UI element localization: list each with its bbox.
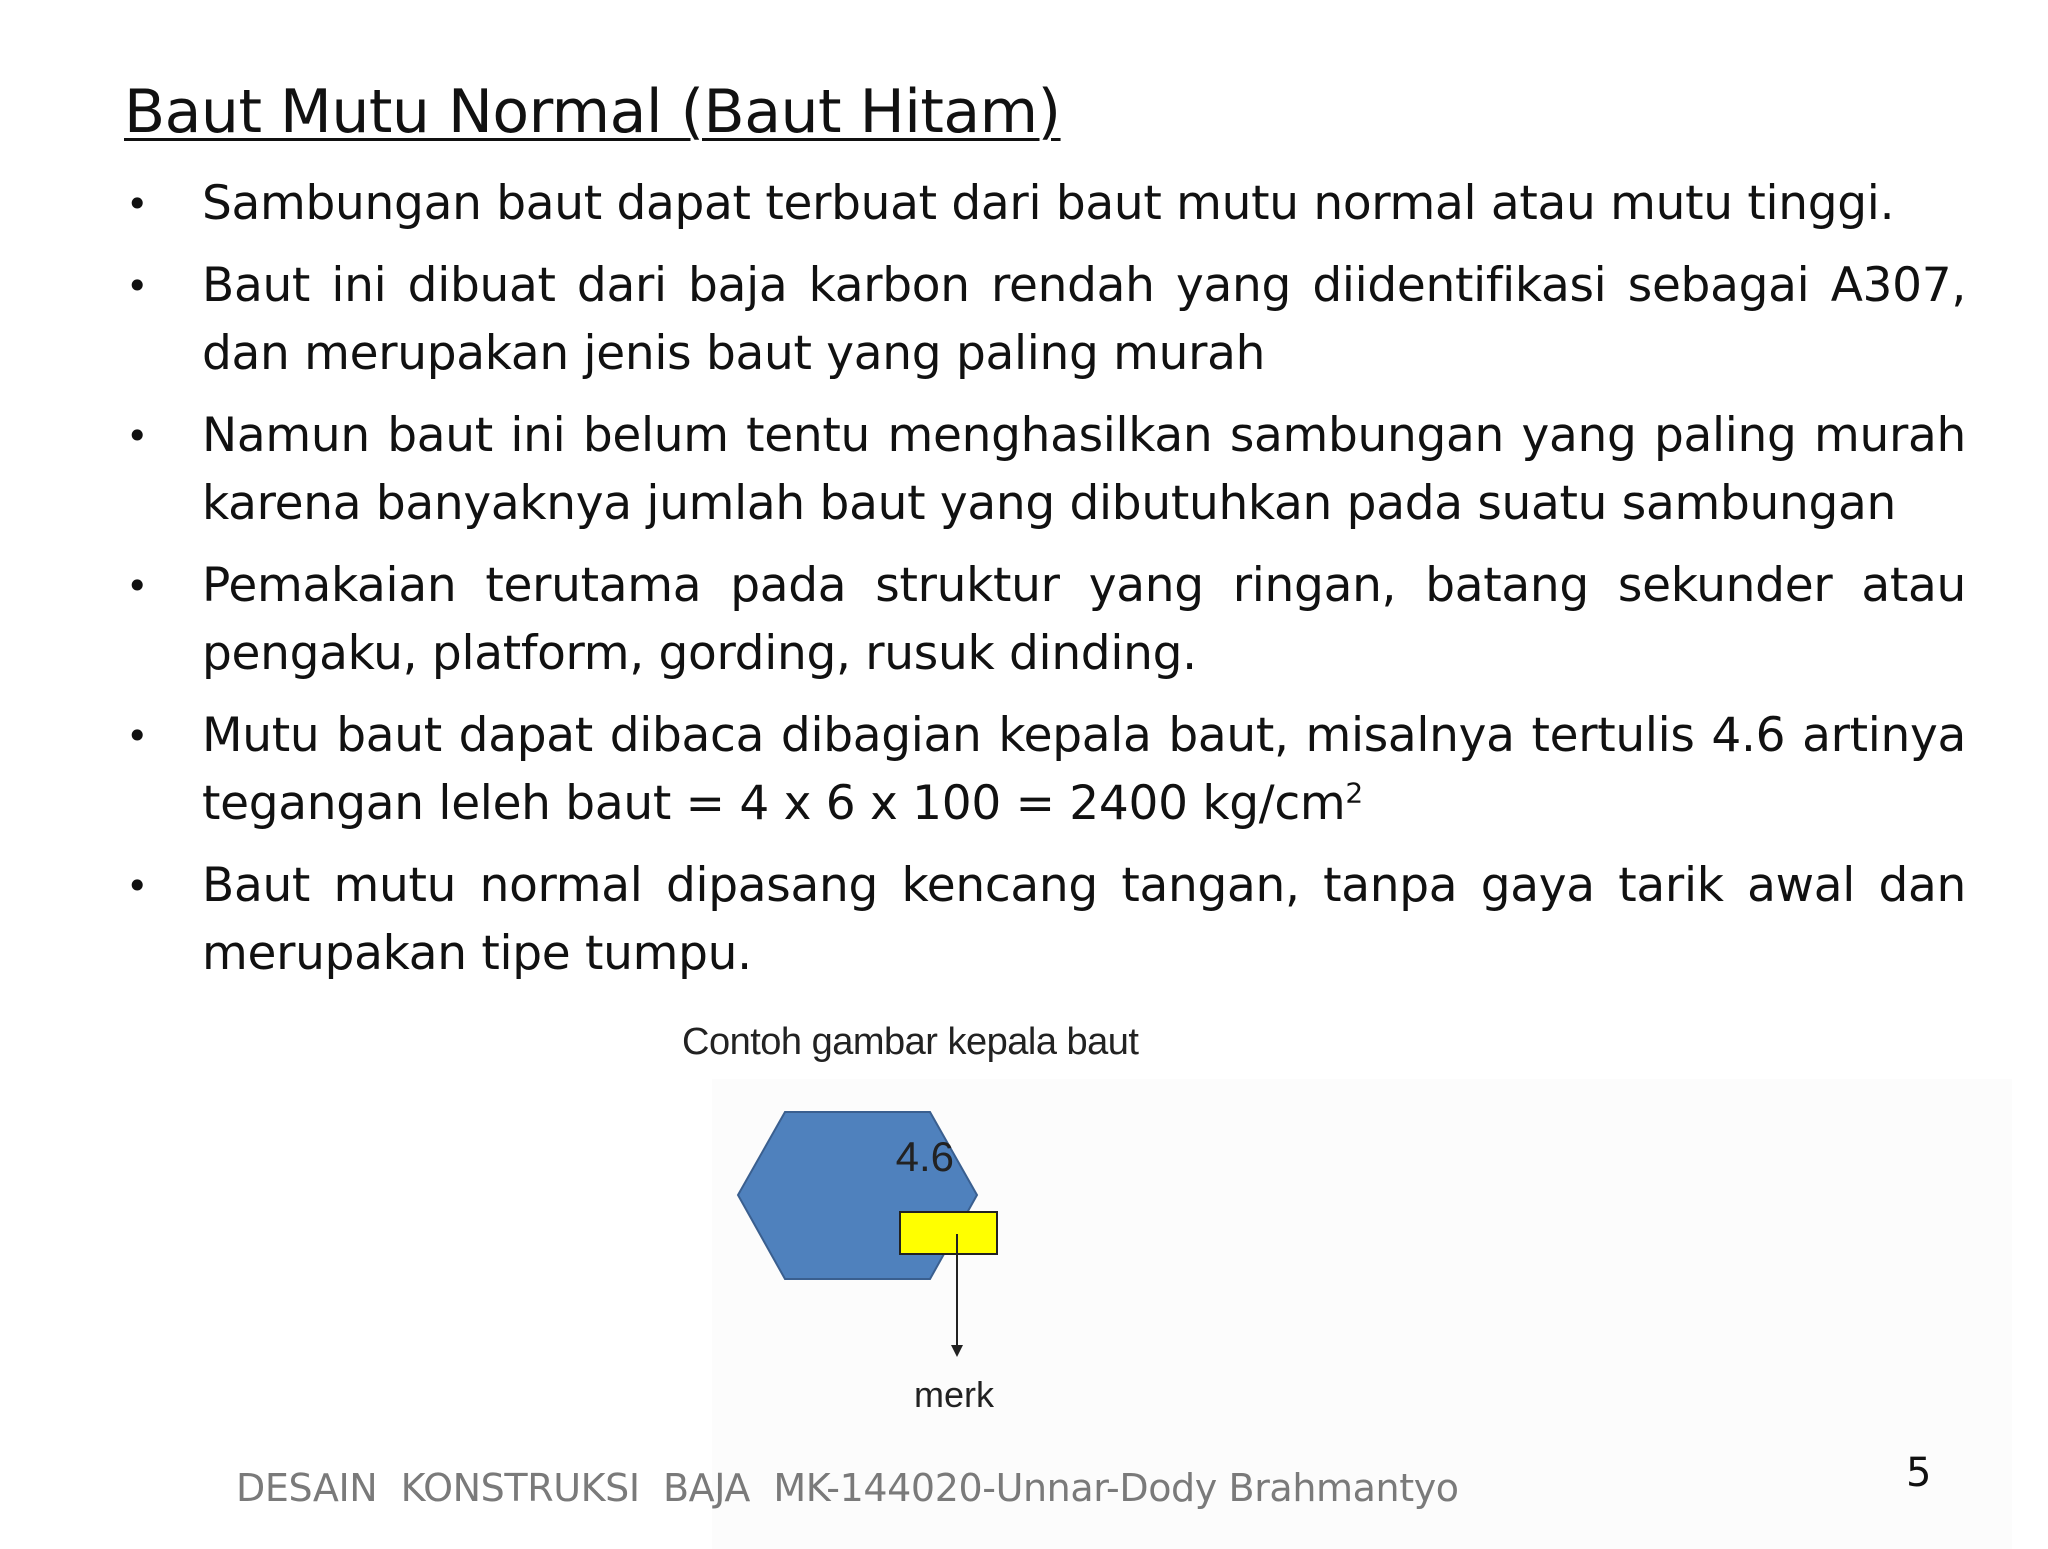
- bullet-text: Pemakaian terutama pada struktur yang ringan, batang sekunder atau pengaku, platform, gording, rusuk dinding.: [202, 558, 1966, 681]
- bullet-text: Baut ini dibuat dari baja karbon rendah yang diidentifikasi sebagai A307, dan merupakan jenis baut yang paling murah: [202, 258, 1966, 381]
- footer-course-label: DESAIN KONSTRUKSI BAJA MK-144020-Unnar-Dody Brahmantyo: [236, 1466, 1459, 1510]
- bolt-head-diagram: [682, 1015, 1212, 1455]
- bullet-text: Sambungan baut dapat terbuat dari baut mutu normal atau mutu tinggi.: [202, 176, 1895, 231]
- bullet-item: [124, 402, 1966, 538]
- figure-caption: Contoh gambar kepala baut: [682, 1021, 1139, 1063]
- bullet-item: [124, 552, 1966, 688]
- bullet-icon: •: [126, 864, 149, 908]
- bullet-item: [124, 170, 1966, 238]
- bolt-grade-label: 4.6: [895, 1133, 954, 1180]
- bolt-head-figure: [682, 1015, 1212, 1455]
- bullet-icon: •: [126, 714, 149, 758]
- bullet-icon: •: [126, 182, 149, 226]
- bullet-text: Baut mutu normal dipasang kencang tangan, tanpa gaya tarik awal dan merupakan tipe tumpu.: [202, 858, 1966, 981]
- bullet-item: [124, 852, 1966, 988]
- page-number: 5: [1906, 1450, 1932, 1496]
- slide-title: Baut Mutu Normal (Baut Hitam): [124, 77, 1061, 147]
- marker-label: merk: [914, 1374, 994, 1415]
- bullet-list: [124, 170, 1966, 1002]
- bullet-icon: •: [126, 264, 149, 308]
- bullet-text: Mutu baut dapat dibaca dibagian kepala baut, misalnya tertulis 4.6 artinya tegangan leleh baut = 4 x 6 x 100 = 2400 kg/cm: [202, 708, 1966, 831]
- bullet-icon: •: [126, 414, 149, 458]
- bullet-text: Namun baut ini belum tentu menghasilkan sambungan yang paling murah karena banyaknya jumlah baut yang dibutuhkan pada suatu sambungan: [202, 408, 1966, 531]
- pointer-arrowhead-icon: [951, 1345, 963, 1357]
- bullet-icon: •: [126, 564, 149, 608]
- bullet-item: [124, 252, 1966, 388]
- marker-rectangle: [900, 1212, 997, 1254]
- unit-superscript: 2: [1345, 776, 1363, 810]
- bullet-item: [124, 702, 1966, 838]
